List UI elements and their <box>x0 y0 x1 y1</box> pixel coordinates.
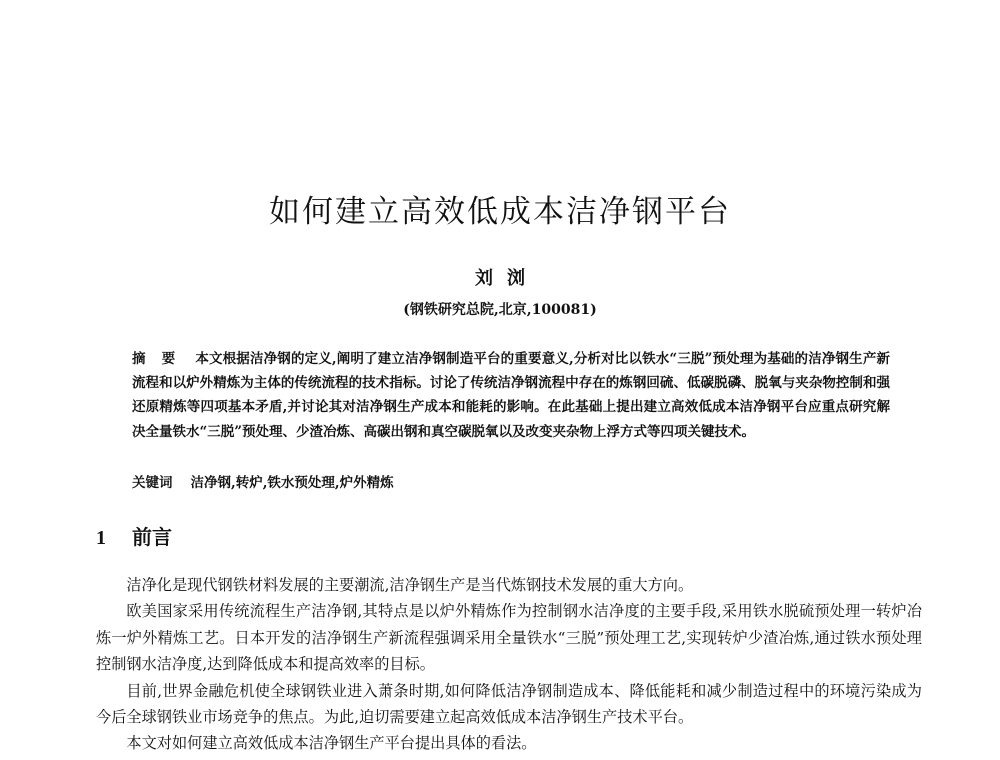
body-paragraph: 欧美国家采用传统流程生产洁净钢,其特点是以炉外精炼作为控制钢水洁净度的主要手段,采用铁水脱硫预处理一转炉冶炼一炉外精炼工艺。日本开发的洁净钢生产新流程强调采用全量铁水“三脱”预处理工艺,实现转炉少渣冶炼,通过铁水预处理控制钢水洁净度,达到降低成本和提高效率的目标。 <box>96 602 922 674</box>
author-affiliation: (钢铁研究总院,北京,100081) <box>403 302 597 318</box>
keywords-label: 关键词 <box>132 475 173 491</box>
abstract-label: 摘要 <box>132 351 192 367</box>
author-name: 刘浏 <box>475 268 539 289</box>
section-body <box>96 572 922 757</box>
body-paragraph: 本文对如何建立高效低成本洁净钢生产平台提出具体的看法。 <box>126 734 537 753</box>
body-paragraph: 目前,世界金融危机使全球钢铁业进入萧条时期,如何降低洁净钢制造成本、降低能耗和减少制造过程中的环境污染成为今后全球钢铁业市场竞争的焦点。为此,迫切需要建立起高效低成本洁净钢生产技术平台。 <box>96 681 922 727</box>
body-paragraph: 洁净化是现代钢铁材料发展的主要潮流,洁净钢生产是当代炼钢技术发展的重大方向。 <box>126 576 694 594</box>
keywords <box>132 471 890 495</box>
keywords-text: 洁净钢,转炉,铁水预处理,炉外精炼 <box>190 475 394 491</box>
section-number: 1 <box>96 527 106 549</box>
abstract <box>132 347 890 444</box>
abstract-text: 本文根据洁净钢的定义,阐明了建立洁净钢制造平台的重要意义,分析对比以铁水“三脱”预处理为基础的洁净钢生产新流程和以炉外精炼为主体的传统流程的技术指标。讨论了传统洁净钢流程中存在的炼钢回硫、低碳脱磷、脱氧与夹杂物控制和强还原精炼等四项基本矛盾,并讨论其对洁净钢生产成本和能耗的影响。在此基础上提出建立高效低成本洁净钢平台应重点研究解决全量铁水“三脱”预处理、少渣冶炼、高碳出钢和真空碳脱氧以及改变夹杂物上浮方式等四项关键技术。 <box>132 351 891 440</box>
paper-title: 如何建立高效低成本洁净钢平台 <box>269 194 731 230</box>
section-heading <box>96 521 172 550</box>
section-title: 前言 <box>132 525 172 549</box>
